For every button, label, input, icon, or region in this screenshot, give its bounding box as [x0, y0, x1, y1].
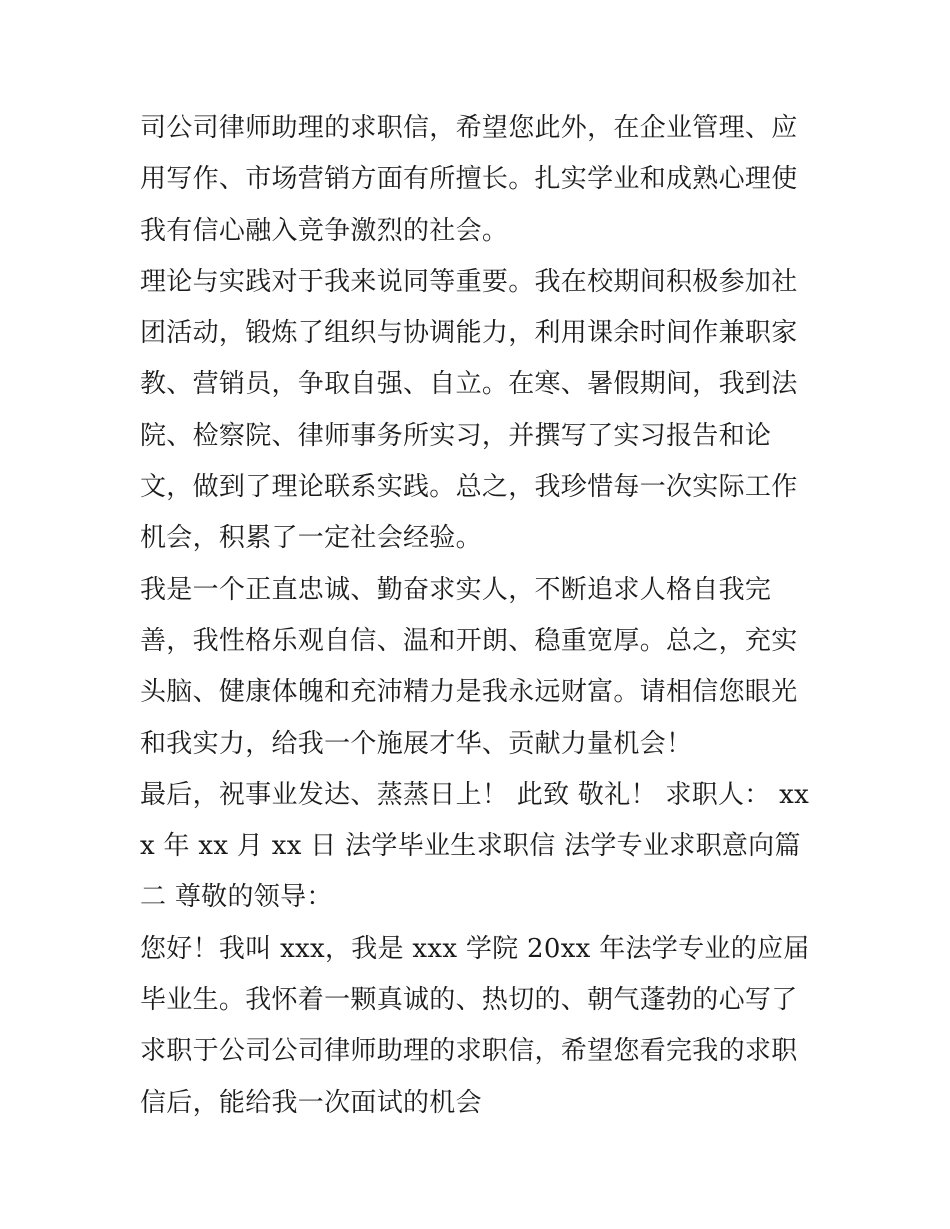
- document-body: [140, 103, 812, 1129]
- paragraph-intro-continuation: 司公司律师助理的求职信，希望您此外，在企业管理、应用写作、市场营销方面有所擅长。扎实学业和成熟心理使我有信心融入竞争激烈的社会。: [140, 113, 798, 246]
- paragraph-closing: 最后，祝事业发达、蒸蒸日上！ 此致 敬礼！ 求职人： xxx 年 xx 月 xx 日 法学毕业生求职信 法学专业求职意向篇二 尊敬的领导：: [140, 779, 810, 913]
- paragraph-practice: 理论与实践对于我来说同等重要。我在校期间积极参加社团活动，锻炼了组织与协调能力，利用课余时间作兼职家教、营销员，争取自强、自立。在寒、暑假期间，我到法院、检察院、律师事务所实习，并撰写了实习报告和论文，做到了理论联系实践。总之，我珍惜每一次实际工作机会，积累了一定社会经验。: [140, 266, 798, 554]
- paragraph-character: 我是一个正直忠诚、勤奋求实人，不断追求人格自我完善，我性格乐观自信、温和开朗、稳重宽厚。总之，充实头脑、健康体魄和充沛精力是我永远财富。请相信您眼光和我实力，给我一个施展才华、贡献力量机会！: [140, 574, 798, 759]
- paragraph-second-letter-opening: 您好！我叫 xxx，我是 xxx 学院 20xx 年法学专业的应届毕业生。我怀着一颗真诚的、热切的、朝气蓬勃的心写了求职于公司公司律师助理的求职信，希望您看完我的求职信后，能给我一次面试的机会: [140, 933, 810, 1118]
